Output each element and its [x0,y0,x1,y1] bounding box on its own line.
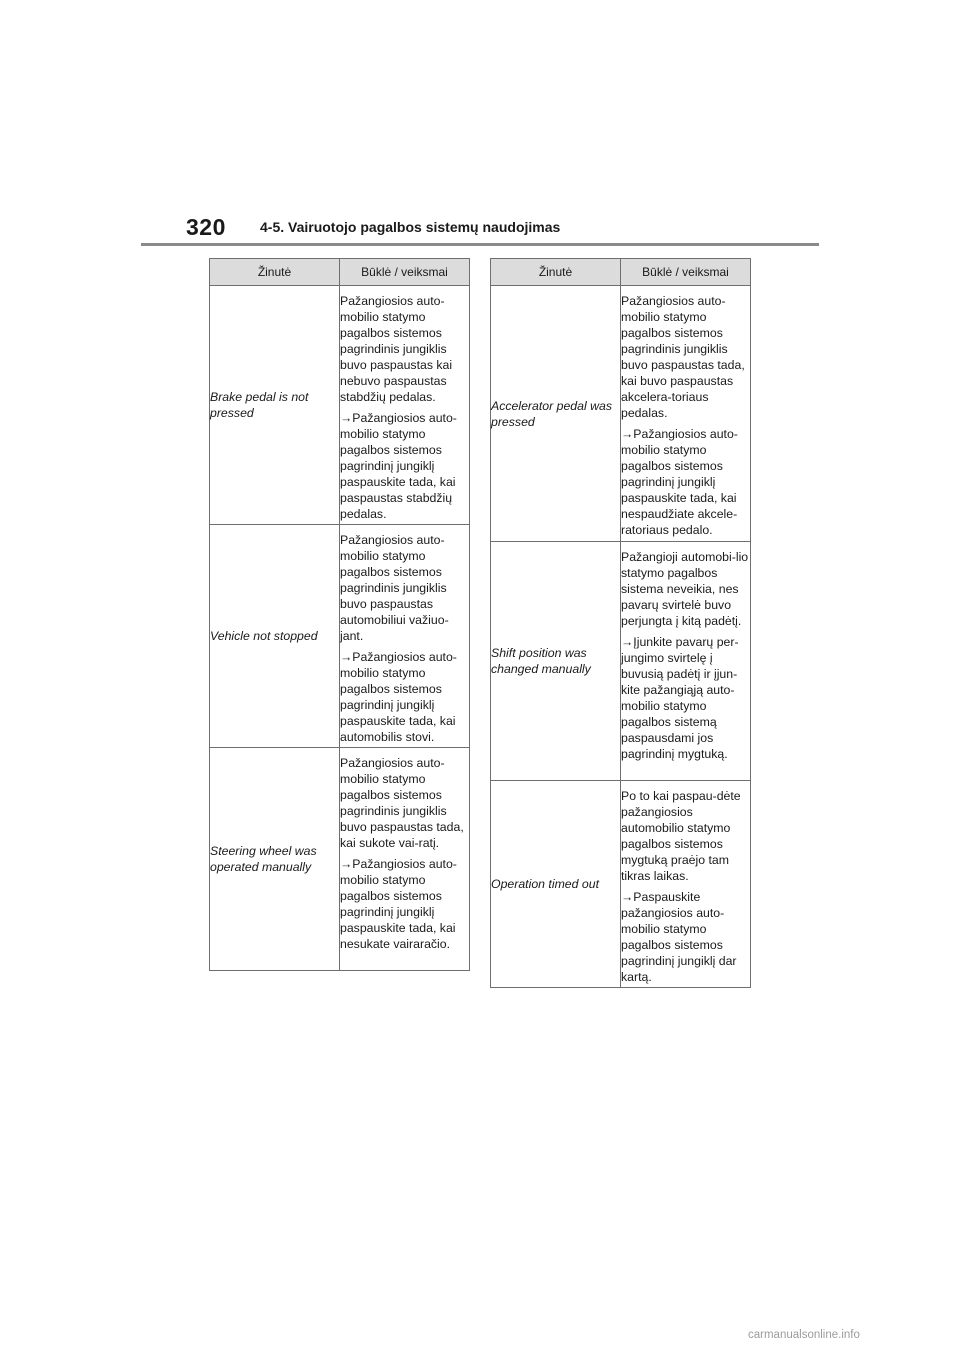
table-row [210,525,470,748]
condition-text: Pažangiosios auto-mobilio statymo pagalbos sistemos pagrindinis jungiklis buvo paspaustas automobiliui važiuo-jant. [340,533,449,643]
message-cell: Steering wheel was operated manually [210,748,340,971]
condition-action-cell [340,748,470,971]
action-text: →Pažangiosios auto-mobilio statymo pagalbos sistemos pagrindinį jungiklį paspauskite tada, kai automobilis stovi. [340,650,457,744]
section-title: 4-5. Vairuotojo pagalbos sistemų naudojimas [260,219,561,235]
column-header-condition-action: Būklė / veiksmai [621,259,751,286]
condition-action-cell [621,542,751,781]
message-cell: Accelerator pedal was pressed [491,286,621,542]
message-cell: Vehicle not stopped [210,525,340,748]
table-row [491,286,751,542]
condition-text: Pažangiosios auto-mobilio statymo pagalbos sistemos pagrindinis jungiklis buvo paspaustas kai nebuvo paspaustas stabdžių pedalas. [340,294,453,404]
action-text: →Įjunkite pavarų per-jungimo svirtelę į buvusią padėtį ir įjun-kite pažangiąją auto-mobilio statymo pagalbos sistemą paspausdami jos pagrindinį mygtuką. [621,635,739,761]
condition-action-cell [621,781,751,988]
condition-action-cell [340,525,470,748]
page-number: 320 [186,214,226,240]
header-rule [141,243,819,246]
table-row [210,286,470,525]
table-row [491,781,751,988]
table-row [210,748,470,971]
message-cell: Brake pedal is not pressed [210,286,340,525]
table-row [491,542,751,781]
condition-text: Pažangioji automobi-lio statymo pagalbos sistema neveikia, nes pavarų svirtelė buvo perjungta į kitą padėtį. [621,550,749,628]
condition-action-cell [340,286,470,525]
column-header-message: Žinutė [210,259,340,286]
condition-text: Pažangiosios auto-mobilio statymo pagalbos sistemos pagrindinis jungiklis buvo paspaustas tada, kai sukote vai-ratį. [340,756,464,850]
message-cell: Operation timed out [491,781,621,988]
action-text: →Pažangiosios auto-mobilio statymo pagalbos sistemos pagrindinį jungiklį paspauskite tada, kai nesukate vairaračio. [340,857,457,951]
action-text: →Paspauskite pažangiosios auto-mobilio statymo pagalbos sistemos pagrindinį jungiklį dar kartą. [621,890,737,984]
column-header-condition-action: Būklė / veiksmai [340,259,470,286]
condition-action-cell [621,286,751,542]
watermark-logo: carmanualsonline.info [748,1329,860,1341]
message-table-right [490,258,751,988]
message-table-left [209,258,470,971]
message-cell: Shift position was changed manually [491,542,621,781]
column-header-message: Žinutė [491,259,621,286]
action-text: →Pažangiosios auto-mobilio statymo pagalbos sistemos pagrindinį jungiklį paspauskite tada, kai paspaustas stabdžių pedalas. [340,411,457,521]
action-text: →Pažangiosios auto-mobilio statymo pagalbos sistemos pagrindinį jungiklį paspauskite tada, kai nespaudžiate akcele-ratoriaus pedalo. [621,427,738,537]
condition-text: Po to kai paspau-dėte pažangiosios automobilio statymo pagalbos sistemos mygtuką praėjo tam tikras laikas. [621,789,741,883]
condition-text: Pažangiosios auto-mobilio statymo pagalbos sistemos pagrindinis jungiklis buvo paspaustas tada, kai buvo paspaustas akcelera-toriaus pedalas. [621,294,745,420]
